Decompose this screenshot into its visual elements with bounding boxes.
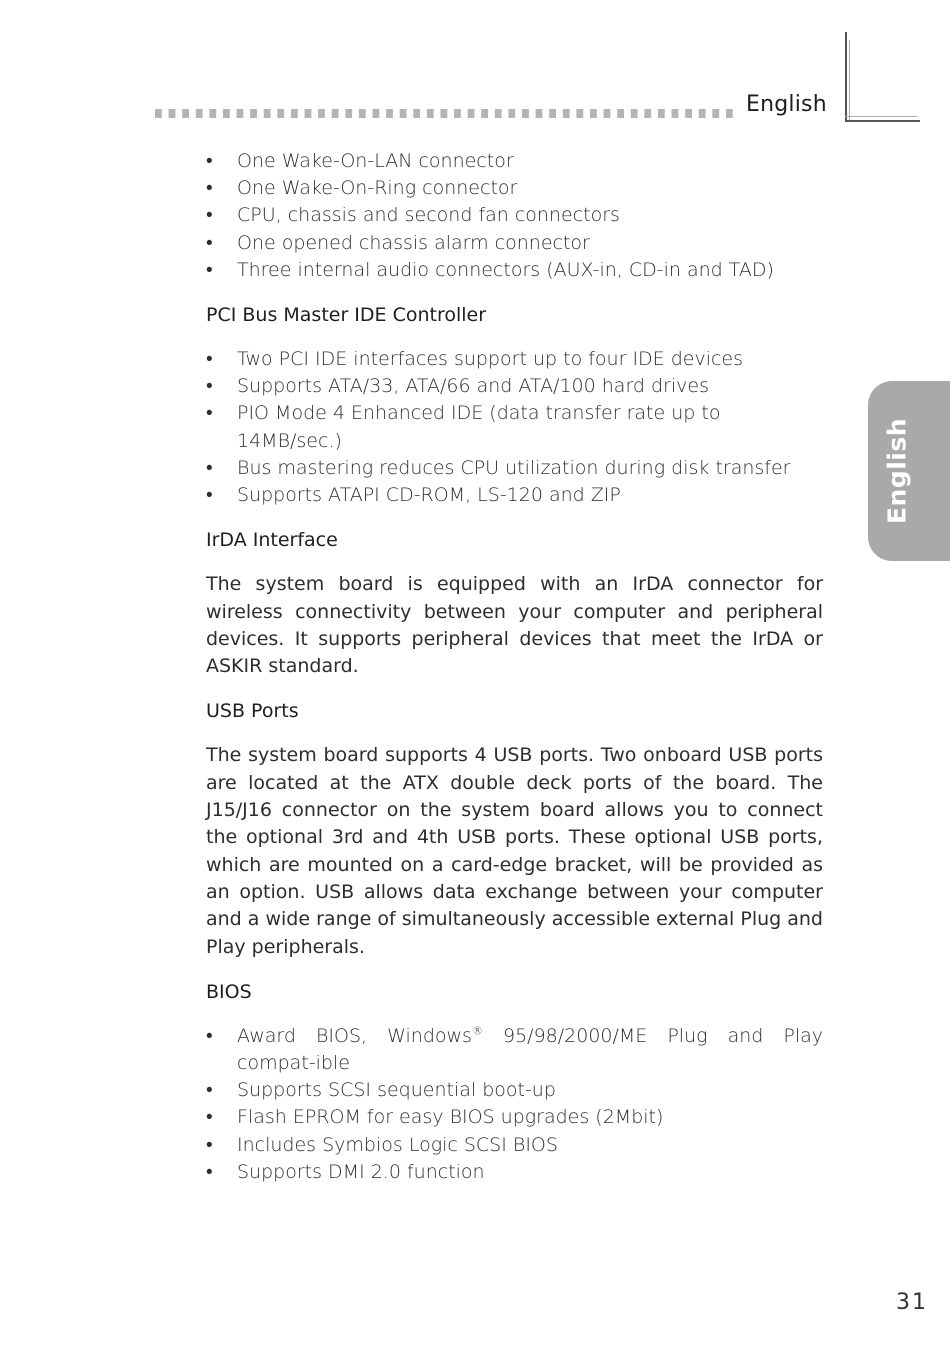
bios-item-text-post: 95/98/2000/ME Plug and Play compat-ible — [237, 1024, 823, 1074]
list-item: • Bus mastering reduces CPU utilization during disk transfer — [206, 455, 823, 482]
list-item: • Supports ATAPI CD-ROM, LS-120 and ZIP — [206, 482, 823, 509]
list-item: • Flash EPROM for easy BIOS upgrades (2Mbit) — [206, 1104, 823, 1131]
list-item: • Two PCI IDE interfaces support up to four IDE devices — [206, 346, 823, 373]
section-heading-usb: USB Ports — [206, 700, 299, 723]
irda-paragraph: The system board is equipped with an IrDA connector for wireless connectivity between your computer and peripheral devices. It supports peripheral devices that meet the IrDA or ASKIR standard. — [206, 573, 823, 678]
section-heading-bios: BIOS — [206, 980, 252, 1003]
section-heading-ide: PCI Bus Master IDE Controller — [206, 304, 487, 327]
list-item: • Includes Symbios Logic SCSI BIOS — [206, 1132, 823, 1159]
side-tab-label: English — [882, 417, 912, 525]
list-item: • Supports ATA/33, ATA/66 and ATA/100 hard drives — [206, 373, 823, 400]
corner-crop-mark — [845, 32, 920, 122]
list-item: • Supports SCSI sequential boot-up — [206, 1077, 823, 1104]
list-item: • One Wake-On-Ring connector — [206, 175, 823, 202]
header-language-label: English — [746, 92, 827, 117]
header-dotted-rule — [155, 109, 733, 118]
list-item: • PIO Mode 4 Enhanced IDE (data transfer rate up to 14MB/sec.) — [206, 400, 823, 454]
bios-item-text-pre: Award BIOS, Windows — [237, 1024, 472, 1047]
list-item: • Three internal audio connectors (AUX-in, CD-in and TAD) — [206, 257, 823, 284]
registered-mark: ® — [471, 1024, 483, 1038]
usb-paragraph: The system board supports 4 USB ports. Two onboard USB ports are located at the ATX double deck ports of the board. The J15/J16 connector on the system board allows you to connect the optional 3rd and 4th USB ports. These optional USB ports, which are mounted on a card-edge bracket, will be provided as an option. USB allows data exchange between your computer and a wide range of simultaneously accessible external Plug and Play peripherals. — [206, 744, 823, 958]
list-item: • Supports DMI 2.0 function — [206, 1159, 823, 1186]
list-item: • One Wake-On-LAN connector — [206, 148, 823, 175]
section-heading-irda: IrDA Interface — [206, 529, 338, 552]
connector-list — [206, 148, 823, 284]
page-content — [206, 148, 823, 1186]
ide-feature-list — [206, 346, 823, 509]
list-item — [206, 1023, 823, 1077]
list-item: • CPU, chassis and second fan connectors — [206, 202, 823, 229]
list-item: • One opened chassis alarm connector — [206, 230, 823, 257]
bios-feature-list — [206, 1023, 823, 1186]
page-number: 31 — [896, 1290, 928, 1315]
side-language-tab — [868, 381, 950, 561]
